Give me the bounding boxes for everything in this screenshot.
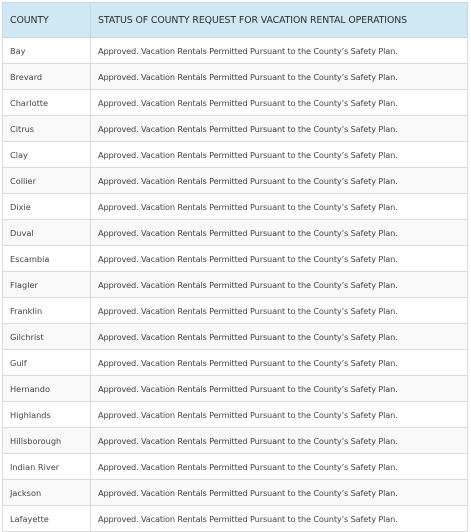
county-cell: Brevard: [3, 64, 91, 90]
county-cell: Hernando: [3, 376, 91, 402]
table-row: [3, 38, 468, 64]
status-cell: Approved. Vacation Rentals Permitted Pursuant to the County’s Safety Plan.: [91, 90, 468, 116]
table-row: [3, 324, 468, 350]
table-row: [3, 246, 468, 272]
county-cell: Hillsborough: [3, 428, 91, 454]
county-cell: Franklin: [3, 298, 91, 324]
county-cell: Clay: [3, 142, 91, 168]
header-row: [3, 3, 468, 38]
county-cell: Escambia: [3, 246, 91, 272]
county-cell: Bay: [3, 38, 91, 64]
status-cell: Approved. Vacation Rentals Permitted Pursuant to the County’s Safety Plan.: [91, 64, 468, 90]
county-status-table-container: [2, 2, 467, 532]
table-row: [3, 90, 468, 116]
status-cell: Approved. Vacation Rentals Permitted Pursuant to the County’s Safety Plan.: [91, 168, 468, 194]
status-cell: Approved. Vacation Rentals Permitted Pursuant to the County’s Safety Plan.: [91, 142, 468, 168]
table-row: [3, 350, 468, 376]
status-cell: Approved. Vacation Rentals Permitted Pursuant to the County’s Safety Plan.: [91, 376, 468, 402]
column-header-county: COUNTY: [3, 3, 91, 38]
table-row: [3, 402, 468, 428]
county-cell: Flagler: [3, 272, 91, 298]
status-cell: Approved. Vacation Rentals Permitted Pursuant to the County’s Safety Plan.: [91, 272, 468, 298]
county-cell: Charlotte: [3, 90, 91, 116]
table-row: [3, 168, 468, 194]
status-cell: Approved. Vacation Rentals Permitted Pursuant to the County’s Safety Plan.: [91, 324, 468, 350]
status-cell: Approved. Vacation Rentals Permitted Pursuant to the County’s Safety Plan.: [91, 402, 468, 428]
table-row: [3, 220, 468, 246]
county-cell: Gulf: [3, 350, 91, 376]
status-cell: Approved. Vacation Rentals Permitted Pursuant to the County’s Safety Plan.: [91, 350, 468, 376]
table-body: [3, 38, 468, 532]
status-cell: Approved. Vacation Rentals Permitted Pursuant to the County’s Safety Plan.: [91, 428, 468, 454]
county-cell: Indian River: [3, 454, 91, 480]
table-row: [3, 272, 468, 298]
table-row: [3, 480, 468, 506]
table-row: [3, 428, 468, 454]
status-cell: Approved. Vacation Rentals Permitted Pursuant to the County’s Safety Plan.: [91, 194, 468, 220]
status-cell: Approved. Vacation Rentals Permitted Pursuant to the County’s Safety Plan.: [91, 298, 468, 324]
status-cell: Approved. Vacation Rentals Permitted Pursuant to the County’s Safety Plan.: [91, 480, 468, 506]
table-row: [3, 506, 468, 532]
table-row: [3, 64, 468, 90]
county-status-table: [2, 2, 468, 532]
county-cell: Dixie: [3, 194, 91, 220]
status-cell: Approved. Vacation Rentals Permitted Pursuant to the County’s Safety Plan.: [91, 506, 468, 532]
county-cell: Collier: [3, 168, 91, 194]
county-cell: Jackson: [3, 480, 91, 506]
status-cell: Approved. Vacation Rentals Permitted Pursuant to the County’s Safety Plan.: [91, 246, 468, 272]
county-cell: Duval: [3, 220, 91, 246]
column-header-status: STATUS OF COUNTY REQUEST FOR VACATION RENTAL OPERATIONS: [91, 3, 468, 38]
county-cell: Gilchrist: [3, 324, 91, 350]
status-cell: Approved. Vacation Rentals Permitted Pursuant to the County’s Safety Plan.: [91, 116, 468, 142]
table-row: [3, 194, 468, 220]
table-row: [3, 376, 468, 402]
county-cell: Highlands: [3, 402, 91, 428]
table-row: [3, 116, 468, 142]
table-row: [3, 454, 468, 480]
table-row: [3, 142, 468, 168]
county-cell: Citrus: [3, 116, 91, 142]
table-header: [3, 3, 468, 38]
status-cell: Approved. Vacation Rentals Permitted Pursuant to the County’s Safety Plan.: [91, 38, 468, 64]
table-row: [3, 298, 468, 324]
status-cell: Approved. Vacation Rentals Permitted Pursuant to the County’s Safety Plan.: [91, 454, 468, 480]
status-cell: Approved. Vacation Rentals Permitted Pursuant to the County’s Safety Plan.: [91, 220, 468, 246]
county-cell: Lafayette: [3, 506, 91, 532]
